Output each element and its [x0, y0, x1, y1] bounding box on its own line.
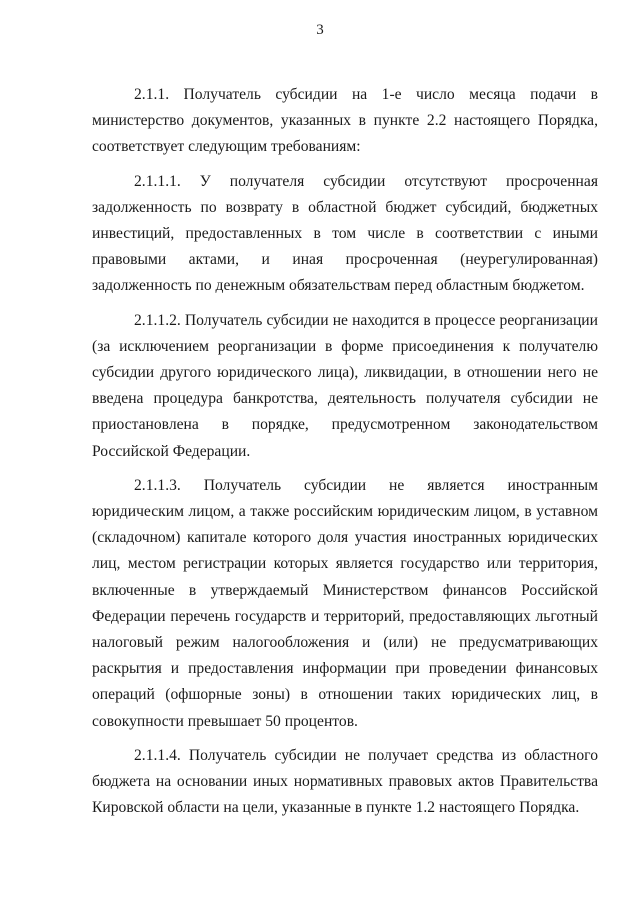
paragraph-2-1-1: 2.1.1. Получатель субсидии на 1-е число месяца подачи в министерство документов, указанных в пункте 2.2 настоящего Порядка, соответствует следующим требованиям: [92, 86, 598, 156]
page-number: 3 [316, 22, 324, 38]
paragraph-2-1-1-1: 2.1.1.1. У получателя субсидии отсутствуют просроченная задолженность по возврату в областной бюджет субсидий, бюджетных инвестиций, предоставленных в том числе в соответствии с иными правовыми актами, и иная просроченная (неурегулированная) задолженность по денежным обязательствам перед областным бюджетом. [92, 172, 598, 295]
document-body [92, 82, 598, 829]
paragraph-2-1-1-2: 2.1.1.2. Получатель субсидии не находится в процессе реорганизации (за исключением реорганизации в форме присоединения к получателю субсидии другого юридического лица), ликвидации, в отношении него не введена процедура банкротства, деятельность получателя субсидии не приостановлена в порядке, предусмотренном законодательством Российской Федерации. [92, 311, 598, 460]
paragraph-2-1-1-4: 2.1.1.4. Получатель субсидии не получает средства из областного бюджета на основании иных нормативных правовых актов Правительства Кировской области на цели, указанные в пункте 1.2 настоящего Порядка. [92, 746, 598, 817]
paragraph-2-1-1-3: 2.1.1.3. Получатель субсидии не является иностранным юридическим лицом, а также российским юридическим лицом, в уставном (складочном) капитале которого доля участия иностранных юридических лиц, местом регистрации которых является государство или территория, включенные в утверждаемый Министерством финансов Российской Федерации перечень государств и территорий, предоставляющих льготный налоговый режим налогообложения и (или) не предусматривающих раскрытия и предоставления информации при проведении финансовых операций (офшорные зоны) в отношении таких юридических лиц, в совокупности превышает 50 процентов. [92, 476, 598, 730]
